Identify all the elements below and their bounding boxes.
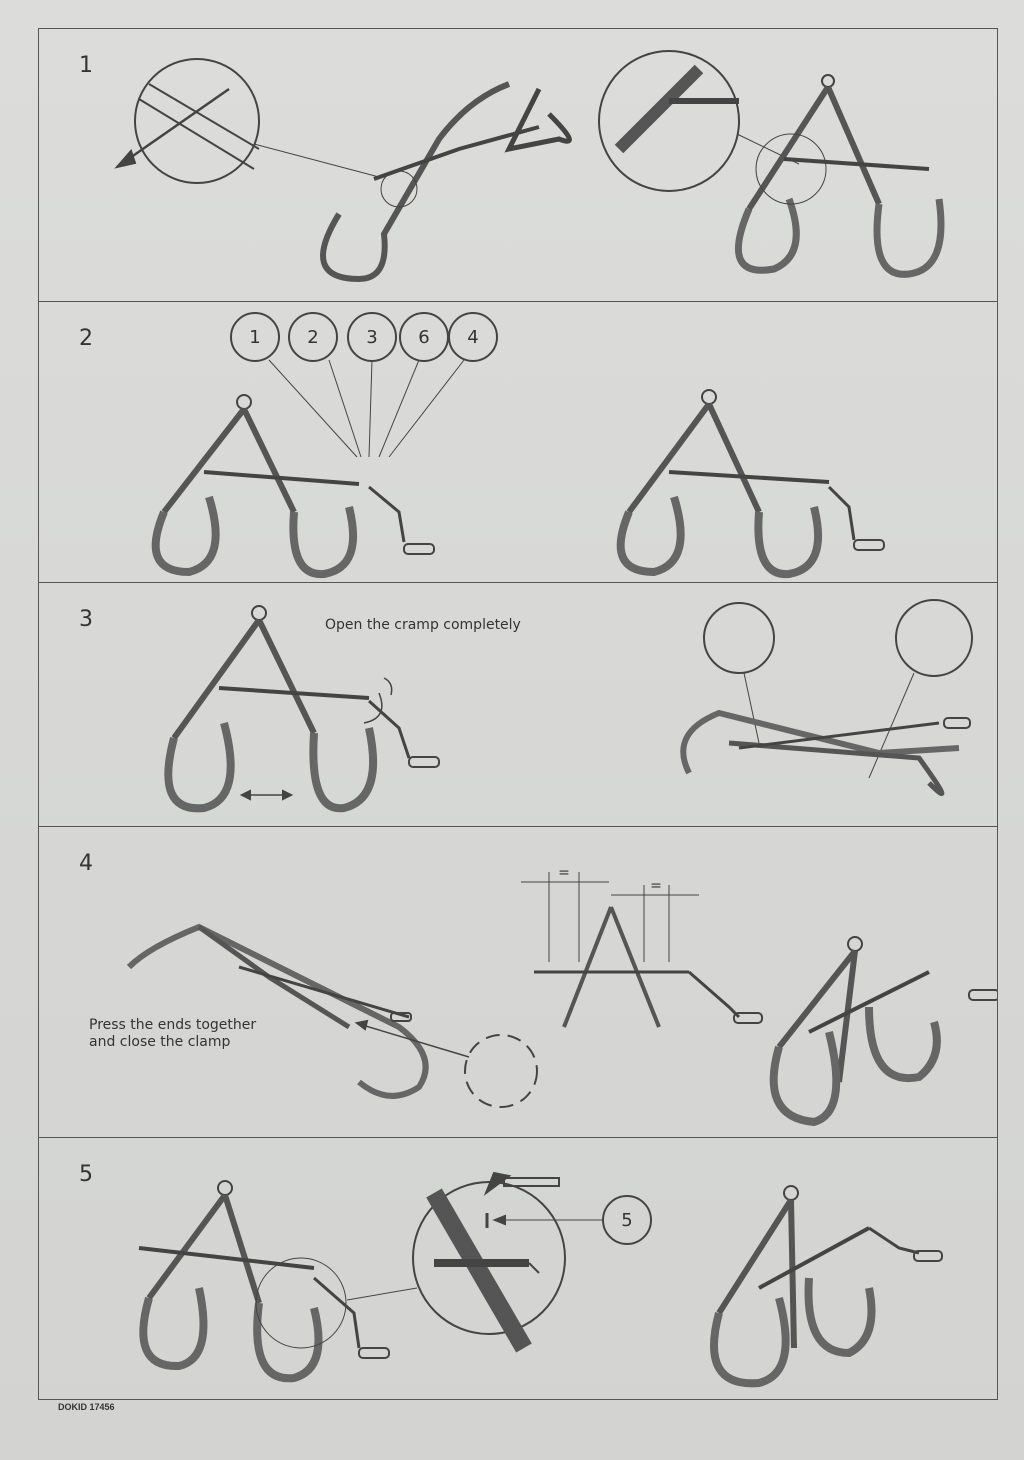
step-1-panel [39,29,997,302]
step-2-illustration [39,302,997,583]
magnifier-detail [599,51,739,191]
document-id: DOKID 17456 [58,1402,115,1412]
callout-1: 1 [249,327,261,348]
callout-2: 2 [307,327,319,348]
step-4-illustration [39,827,997,1138]
step-number: 5 [79,1162,93,1187]
step-5-illustration [39,1138,997,1401]
step-number: 2 [79,326,93,351]
callout-6: 6 [418,327,430,348]
step-4-panel [39,827,997,1138]
step-number: 1 [79,53,93,78]
step-3-illustration [39,583,997,827]
callout-5: 5 [621,1210,633,1231]
step-3-panel [39,583,997,827]
step-4-caption: Press the ends together and close the clamp [89,1017,257,1050]
step-3-caption: Open the cramp completely [325,617,521,633]
step-5-panel [39,1138,997,1401]
step-2-panel [39,302,997,583]
instruction-frame [38,28,998,1400]
callout-3: 3 [366,327,378,348]
step-1-illustration [39,29,997,302]
equal-mark: = [650,878,662,894]
step-number: 3 [79,607,93,632]
magnifier-detail [135,59,259,183]
callout-4: 4 [467,327,479,348]
step-number: 4 [79,851,93,876]
equal-mark: = [558,865,570,881]
rotate-arrow-icon [465,1035,537,1107]
